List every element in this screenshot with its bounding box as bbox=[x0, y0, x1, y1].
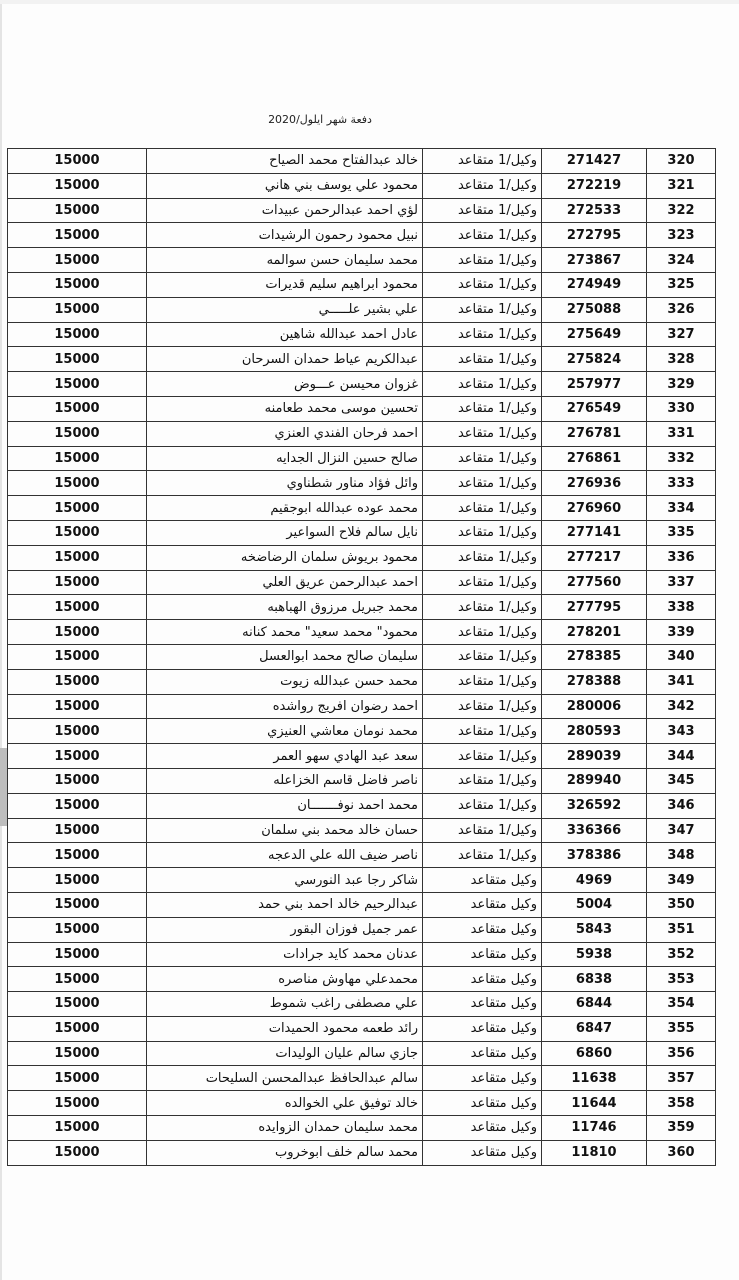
amount-cell: 15000 bbox=[8, 545, 147, 570]
rank-cell: وكيل متقاعد bbox=[423, 868, 542, 893]
name-cell: عبدالرحيم خالد احمد بني حمد bbox=[147, 892, 423, 917]
table-row bbox=[8, 322, 716, 347]
military-number-cell: 5938 bbox=[542, 942, 647, 967]
name-cell: شاكر رجا عبد النورسي bbox=[147, 868, 423, 893]
military-number-cell: 326592 bbox=[542, 793, 647, 818]
amount-cell: 15000 bbox=[8, 248, 147, 273]
rank-cell: وكيل/1 متقاعد bbox=[423, 471, 542, 496]
rank-cell: وكيل/1 متقاعد bbox=[423, 248, 542, 273]
sequence-cell: 320 bbox=[647, 149, 716, 174]
sequence-cell: 323 bbox=[647, 223, 716, 248]
name-cell: سليمان صالح محمد ابوالعسل bbox=[147, 644, 423, 669]
rank-cell: وكيل متقاعد bbox=[423, 1016, 542, 1041]
sequence-cell: 341 bbox=[647, 669, 716, 694]
sequence-cell: 348 bbox=[647, 843, 716, 868]
amount-cell: 15000 bbox=[8, 744, 147, 769]
sequence-cell: 335 bbox=[647, 520, 716, 545]
military-number-cell: 274949 bbox=[542, 272, 647, 297]
table-row bbox=[8, 545, 716, 570]
sequence-cell: 332 bbox=[647, 446, 716, 471]
military-number-cell: 280593 bbox=[542, 719, 647, 744]
rank-cell: وكيل متقاعد bbox=[423, 1140, 542, 1165]
amount-cell: 15000 bbox=[8, 620, 147, 645]
military-number-cell: 378386 bbox=[542, 843, 647, 868]
rank-cell: وكيل/1 متقاعد bbox=[423, 372, 542, 397]
amount-cell: 15000 bbox=[8, 297, 147, 322]
name-cell: جازي سالم عليان الوليدات bbox=[147, 1041, 423, 1066]
military-number-cell: 280006 bbox=[542, 694, 647, 719]
table-row bbox=[8, 1091, 716, 1116]
rank-cell: وكيل/1 متقاعد bbox=[423, 768, 542, 793]
rank-cell: وكيل/1 متقاعد bbox=[423, 198, 542, 223]
military-number-cell: 275088 bbox=[542, 297, 647, 322]
sequence-cell: 351 bbox=[647, 917, 716, 942]
sequence-cell: 355 bbox=[647, 1016, 716, 1041]
amount-cell: 15000 bbox=[8, 719, 147, 744]
rank-cell: وكيل/1 متقاعد bbox=[423, 818, 542, 843]
table-row bbox=[8, 173, 716, 198]
amount-cell: 15000 bbox=[8, 396, 147, 421]
table-row bbox=[8, 694, 716, 719]
military-number-cell: 289940 bbox=[542, 768, 647, 793]
military-number-cell: 273867 bbox=[542, 248, 647, 273]
amount-cell: 15000 bbox=[8, 892, 147, 917]
military-number-cell: 272533 bbox=[542, 198, 647, 223]
amount-cell: 15000 bbox=[8, 347, 147, 372]
name-cell: عادل احمد عبدالله شاهين bbox=[147, 322, 423, 347]
military-number-cell: 11746 bbox=[542, 1116, 647, 1141]
military-number-cell: 272219 bbox=[542, 173, 647, 198]
rank-cell: وكيل متقاعد bbox=[423, 1066, 542, 1091]
name-cell: لؤي احمد عبدالرحمن عبيدات bbox=[147, 198, 423, 223]
amount-cell: 15000 bbox=[8, 446, 147, 471]
name-cell: تحسين موسى محمد طعامنه bbox=[147, 396, 423, 421]
rank-cell: وكيل متقاعد bbox=[423, 1091, 542, 1116]
amount-cell: 15000 bbox=[8, 644, 147, 669]
rank-cell: وكيل/1 متقاعد bbox=[423, 272, 542, 297]
amount-cell: 15000 bbox=[8, 694, 147, 719]
table-row bbox=[8, 669, 716, 694]
military-number-cell: 277217 bbox=[542, 545, 647, 570]
sequence-cell: 331 bbox=[647, 421, 716, 446]
sequence-cell: 346 bbox=[647, 793, 716, 818]
name-cell: محمد سالم خلف ابوخروب bbox=[147, 1140, 423, 1165]
amount-cell: 15000 bbox=[8, 1016, 147, 1041]
table-row bbox=[8, 595, 716, 620]
amount-cell: 15000 bbox=[8, 942, 147, 967]
military-number-cell: 5843 bbox=[542, 917, 647, 942]
document-caption: دفعة شهر ايلول/2020 bbox=[268, 113, 372, 126]
amount-cell: 15000 bbox=[8, 1041, 147, 1066]
name-cell: علي مصطفى راغب شموط bbox=[147, 992, 423, 1017]
rank-cell: وكيل/1 متقاعد bbox=[423, 322, 542, 347]
amount-cell: 15000 bbox=[8, 793, 147, 818]
payment-table-body bbox=[8, 149, 716, 1166]
rank-cell: وكيل متقاعد bbox=[423, 892, 542, 917]
military-number-cell: 277141 bbox=[542, 520, 647, 545]
rank-cell: وكيل/1 متقاعد bbox=[423, 570, 542, 595]
amount-cell: 15000 bbox=[8, 372, 147, 397]
name-cell: نايل سالم فلاح السواعير bbox=[147, 520, 423, 545]
military-number-cell: 276960 bbox=[542, 496, 647, 521]
sequence-cell: 334 bbox=[647, 496, 716, 521]
table-row bbox=[8, 843, 716, 868]
name-cell: محمد عوده عبدالله ابوجقيم bbox=[147, 496, 423, 521]
rank-cell: وكيل/1 متقاعد bbox=[423, 421, 542, 446]
rank-cell: وكيل/1 متقاعد bbox=[423, 843, 542, 868]
amount-cell: 15000 bbox=[8, 818, 147, 843]
military-number-cell: 276861 bbox=[542, 446, 647, 471]
amount-cell: 15000 bbox=[8, 496, 147, 521]
name-cell: غزوان محيسن عـــوض bbox=[147, 372, 423, 397]
amount-cell: 15000 bbox=[8, 1066, 147, 1091]
table-row bbox=[8, 768, 716, 793]
amount-cell: 15000 bbox=[8, 992, 147, 1017]
table-row bbox=[8, 1140, 716, 1165]
sequence-cell: 359 bbox=[647, 1116, 716, 1141]
rank-cell: وكيل/1 متقاعد bbox=[423, 595, 542, 620]
sequence-cell: 336 bbox=[647, 545, 716, 570]
military-number-cell: 278385 bbox=[542, 644, 647, 669]
rank-cell: وكيل/1 متقاعد bbox=[423, 744, 542, 769]
name-cell: محمود ابراهيم سليم قديرات bbox=[147, 272, 423, 297]
rank-cell: وكيل/1 متقاعد bbox=[423, 719, 542, 744]
rank-cell: وكيل/1 متقاعد bbox=[423, 347, 542, 372]
sequence-cell: 354 bbox=[647, 992, 716, 1017]
name-cell: نبيل محمود رحمون الرشيدات bbox=[147, 223, 423, 248]
name-cell: محمود" محمد سعيد" محمد كنانه bbox=[147, 620, 423, 645]
scroll-indicator[interactable] bbox=[0, 748, 7, 826]
name-cell: عدنان محمد كايد جرادات bbox=[147, 942, 423, 967]
name-cell: محمود بريوش سلمان الرضاضخه bbox=[147, 545, 423, 570]
military-number-cell: 271427 bbox=[542, 149, 647, 174]
amount-cell: 15000 bbox=[8, 272, 147, 297]
military-number-cell: 6844 bbox=[542, 992, 647, 1017]
amount-cell: 15000 bbox=[8, 421, 147, 446]
name-cell: سالم عبدالحافظ عبدالمحسن السليحات bbox=[147, 1066, 423, 1091]
amount-cell: 15000 bbox=[8, 868, 147, 893]
rank-cell: وكيل متقاعد bbox=[423, 967, 542, 992]
sequence-cell: 329 bbox=[647, 372, 716, 397]
rank-cell: وكيل/1 متقاعد bbox=[423, 520, 542, 545]
table-row bbox=[8, 917, 716, 942]
sequence-cell: 344 bbox=[647, 744, 716, 769]
military-number-cell: 6860 bbox=[542, 1041, 647, 1066]
sequence-cell: 338 bbox=[647, 595, 716, 620]
table-row bbox=[8, 198, 716, 223]
table-row bbox=[8, 644, 716, 669]
sequence-cell: 324 bbox=[647, 248, 716, 273]
table-row bbox=[8, 992, 716, 1017]
table-row bbox=[8, 793, 716, 818]
military-number-cell: 4969 bbox=[542, 868, 647, 893]
sequence-cell: 321 bbox=[647, 173, 716, 198]
table-row bbox=[8, 719, 716, 744]
sequence-cell: 330 bbox=[647, 396, 716, 421]
name-cell: محمد احمد نوفـــــــان bbox=[147, 793, 423, 818]
amount-cell: 15000 bbox=[8, 570, 147, 595]
amount-cell: 15000 bbox=[8, 1140, 147, 1165]
rank-cell: وكيل متقاعد bbox=[423, 992, 542, 1017]
rank-cell: وكيل/1 متقاعد bbox=[423, 396, 542, 421]
table-row bbox=[8, 892, 716, 917]
table-row bbox=[8, 1041, 716, 1066]
military-number-cell: 6838 bbox=[542, 967, 647, 992]
sequence-cell: 358 bbox=[647, 1091, 716, 1116]
amount-cell: 15000 bbox=[8, 173, 147, 198]
table-row bbox=[8, 396, 716, 421]
sequence-cell: 347 bbox=[647, 818, 716, 843]
sequence-cell: 326 bbox=[647, 297, 716, 322]
military-number-cell: 11638 bbox=[542, 1066, 647, 1091]
military-number-cell: 257977 bbox=[542, 372, 647, 397]
sequence-cell: 322 bbox=[647, 198, 716, 223]
rank-cell: وكيل/1 متقاعد bbox=[423, 620, 542, 645]
name-cell: حسان خالد محمد بني سلمان bbox=[147, 818, 423, 843]
table-row bbox=[8, 942, 716, 967]
table-row bbox=[8, 520, 716, 545]
amount-cell: 15000 bbox=[8, 322, 147, 347]
table-row bbox=[8, 248, 716, 273]
rank-cell: وكيل/1 متقاعد bbox=[423, 297, 542, 322]
sequence-cell: 360 bbox=[647, 1140, 716, 1165]
military-number-cell: 278388 bbox=[542, 669, 647, 694]
rank-cell: وكيل/1 متقاعد bbox=[423, 446, 542, 471]
name-cell: محمد سليمان حمدان الزوايده bbox=[147, 1116, 423, 1141]
table-row bbox=[8, 1116, 716, 1141]
amount-cell: 15000 bbox=[8, 917, 147, 942]
table-row bbox=[8, 868, 716, 893]
name-cell: محمد نومان معاشي العنيزي bbox=[147, 719, 423, 744]
table-row bbox=[8, 496, 716, 521]
military-number-cell: 276936 bbox=[542, 471, 647, 496]
name-cell: محمد حسن عبدالله زيوت bbox=[147, 669, 423, 694]
sequence-cell: 339 bbox=[647, 620, 716, 645]
table-row bbox=[8, 297, 716, 322]
table-row bbox=[8, 471, 716, 496]
rank-cell: وكيل/1 متقاعد bbox=[423, 644, 542, 669]
military-number-cell: 11810 bbox=[542, 1140, 647, 1165]
amount-cell: 15000 bbox=[8, 669, 147, 694]
rank-cell: وكيل متقاعد bbox=[423, 1041, 542, 1066]
military-number-cell: 275649 bbox=[542, 322, 647, 347]
amount-cell: 15000 bbox=[8, 843, 147, 868]
name-cell: علي بشير علـــــي bbox=[147, 297, 423, 322]
rank-cell: وكيل/1 متقاعد bbox=[423, 496, 542, 521]
rank-cell: وكيل/1 متقاعد bbox=[423, 694, 542, 719]
name-cell: محمد جبريل مرزوق الهباهبه bbox=[147, 595, 423, 620]
sequence-cell: 350 bbox=[647, 892, 716, 917]
name-cell: خالد عبدالفتاح محمد الصياح bbox=[147, 149, 423, 174]
amount-cell: 15000 bbox=[8, 520, 147, 545]
sequence-cell: 327 bbox=[647, 322, 716, 347]
military-number-cell: 275824 bbox=[542, 347, 647, 372]
name-cell: عمر جميل فوزان البقور bbox=[147, 917, 423, 942]
name-cell: ناصر فاضل قاسم الخزاعله bbox=[147, 768, 423, 793]
amount-cell: 15000 bbox=[8, 768, 147, 793]
amount-cell: 15000 bbox=[8, 1091, 147, 1116]
name-cell: رائد طعمه محمود الحميدات bbox=[147, 1016, 423, 1041]
military-number-cell: 276781 bbox=[542, 421, 647, 446]
table-row bbox=[8, 149, 716, 174]
rank-cell: وكيل/1 متقاعد bbox=[423, 173, 542, 198]
name-cell: وائل فؤاد مناور شطناوي bbox=[147, 471, 423, 496]
sequence-cell: 353 bbox=[647, 967, 716, 992]
table-row bbox=[8, 620, 716, 645]
rank-cell: وكيل/1 متقاعد bbox=[423, 669, 542, 694]
rank-cell: وكيل/1 متقاعد bbox=[423, 223, 542, 248]
sequence-cell: 333 bbox=[647, 471, 716, 496]
military-number-cell: 289039 bbox=[542, 744, 647, 769]
amount-cell: 15000 bbox=[8, 149, 147, 174]
military-number-cell: 277795 bbox=[542, 595, 647, 620]
table-row bbox=[8, 446, 716, 471]
amount-cell: 15000 bbox=[8, 595, 147, 620]
sequence-cell: 337 bbox=[647, 570, 716, 595]
name-cell: عبدالكريم عياط حمدان السرحان bbox=[147, 347, 423, 372]
table-row bbox=[8, 967, 716, 992]
military-number-cell: 272795 bbox=[542, 223, 647, 248]
name-cell: سعد عبد الهادي سهو العمر bbox=[147, 744, 423, 769]
page-top-edge bbox=[0, 0, 739, 4]
name-cell: محمدعلي مهاوش مناصره bbox=[147, 967, 423, 992]
sequence-cell: 343 bbox=[647, 719, 716, 744]
sequence-cell: 349 bbox=[647, 868, 716, 893]
military-number-cell: 5004 bbox=[542, 892, 647, 917]
table-row bbox=[8, 272, 716, 297]
page-edge bbox=[0, 0, 2, 1280]
table-row bbox=[8, 570, 716, 595]
table-row bbox=[8, 372, 716, 397]
table-row bbox=[8, 1016, 716, 1041]
amount-cell: 15000 bbox=[8, 967, 147, 992]
sequence-cell: 345 bbox=[647, 768, 716, 793]
rank-cell: وكيل متقاعد bbox=[423, 917, 542, 942]
name-cell: ناصر ضيف الله علي الدعجه bbox=[147, 843, 423, 868]
amount-cell: 15000 bbox=[8, 223, 147, 248]
name-cell: احمد عبدالرحمن عريق العلي bbox=[147, 570, 423, 595]
amount-cell: 15000 bbox=[8, 1116, 147, 1141]
name-cell: احمد فرحان الفندي العنزي bbox=[147, 421, 423, 446]
name-cell: محمود علي يوسف بني هاني bbox=[147, 173, 423, 198]
sequence-cell: 352 bbox=[647, 942, 716, 967]
rank-cell: وكيل/1 متقاعد bbox=[423, 793, 542, 818]
military-number-cell: 336366 bbox=[542, 818, 647, 843]
name-cell: احمد رضوان افريج رواشده bbox=[147, 694, 423, 719]
sequence-cell: 340 bbox=[647, 644, 716, 669]
sequence-cell: 357 bbox=[647, 1066, 716, 1091]
military-number-cell: 6847 bbox=[542, 1016, 647, 1041]
military-number-cell: 277560 bbox=[542, 570, 647, 595]
sequence-cell: 328 bbox=[647, 347, 716, 372]
sequence-cell: 356 bbox=[647, 1041, 716, 1066]
amount-cell: 15000 bbox=[8, 198, 147, 223]
rank-cell: وكيل/1 متقاعد bbox=[423, 149, 542, 174]
military-number-cell: 278201 bbox=[542, 620, 647, 645]
rank-cell: وكيل متقاعد bbox=[423, 942, 542, 967]
payment-table bbox=[7, 148, 716, 1166]
table-row bbox=[8, 421, 716, 446]
sequence-cell: 325 bbox=[647, 272, 716, 297]
military-number-cell: 11644 bbox=[542, 1091, 647, 1116]
sequence-cell: 342 bbox=[647, 694, 716, 719]
military-number-cell: 276549 bbox=[542, 396, 647, 421]
rank-cell: وكيل متقاعد bbox=[423, 1116, 542, 1141]
table-row bbox=[8, 223, 716, 248]
name-cell: خالد توفيق علي الخوالده bbox=[147, 1091, 423, 1116]
name-cell: محمد سليمان حسن سوالمه bbox=[147, 248, 423, 273]
amount-cell: 15000 bbox=[8, 471, 147, 496]
table-row bbox=[8, 818, 716, 843]
table-row bbox=[8, 1066, 716, 1091]
rank-cell: وكيل/1 متقاعد bbox=[423, 545, 542, 570]
table-row bbox=[8, 347, 716, 372]
name-cell: صالح حسين النزال الجدايه bbox=[147, 446, 423, 471]
table-row bbox=[8, 744, 716, 769]
